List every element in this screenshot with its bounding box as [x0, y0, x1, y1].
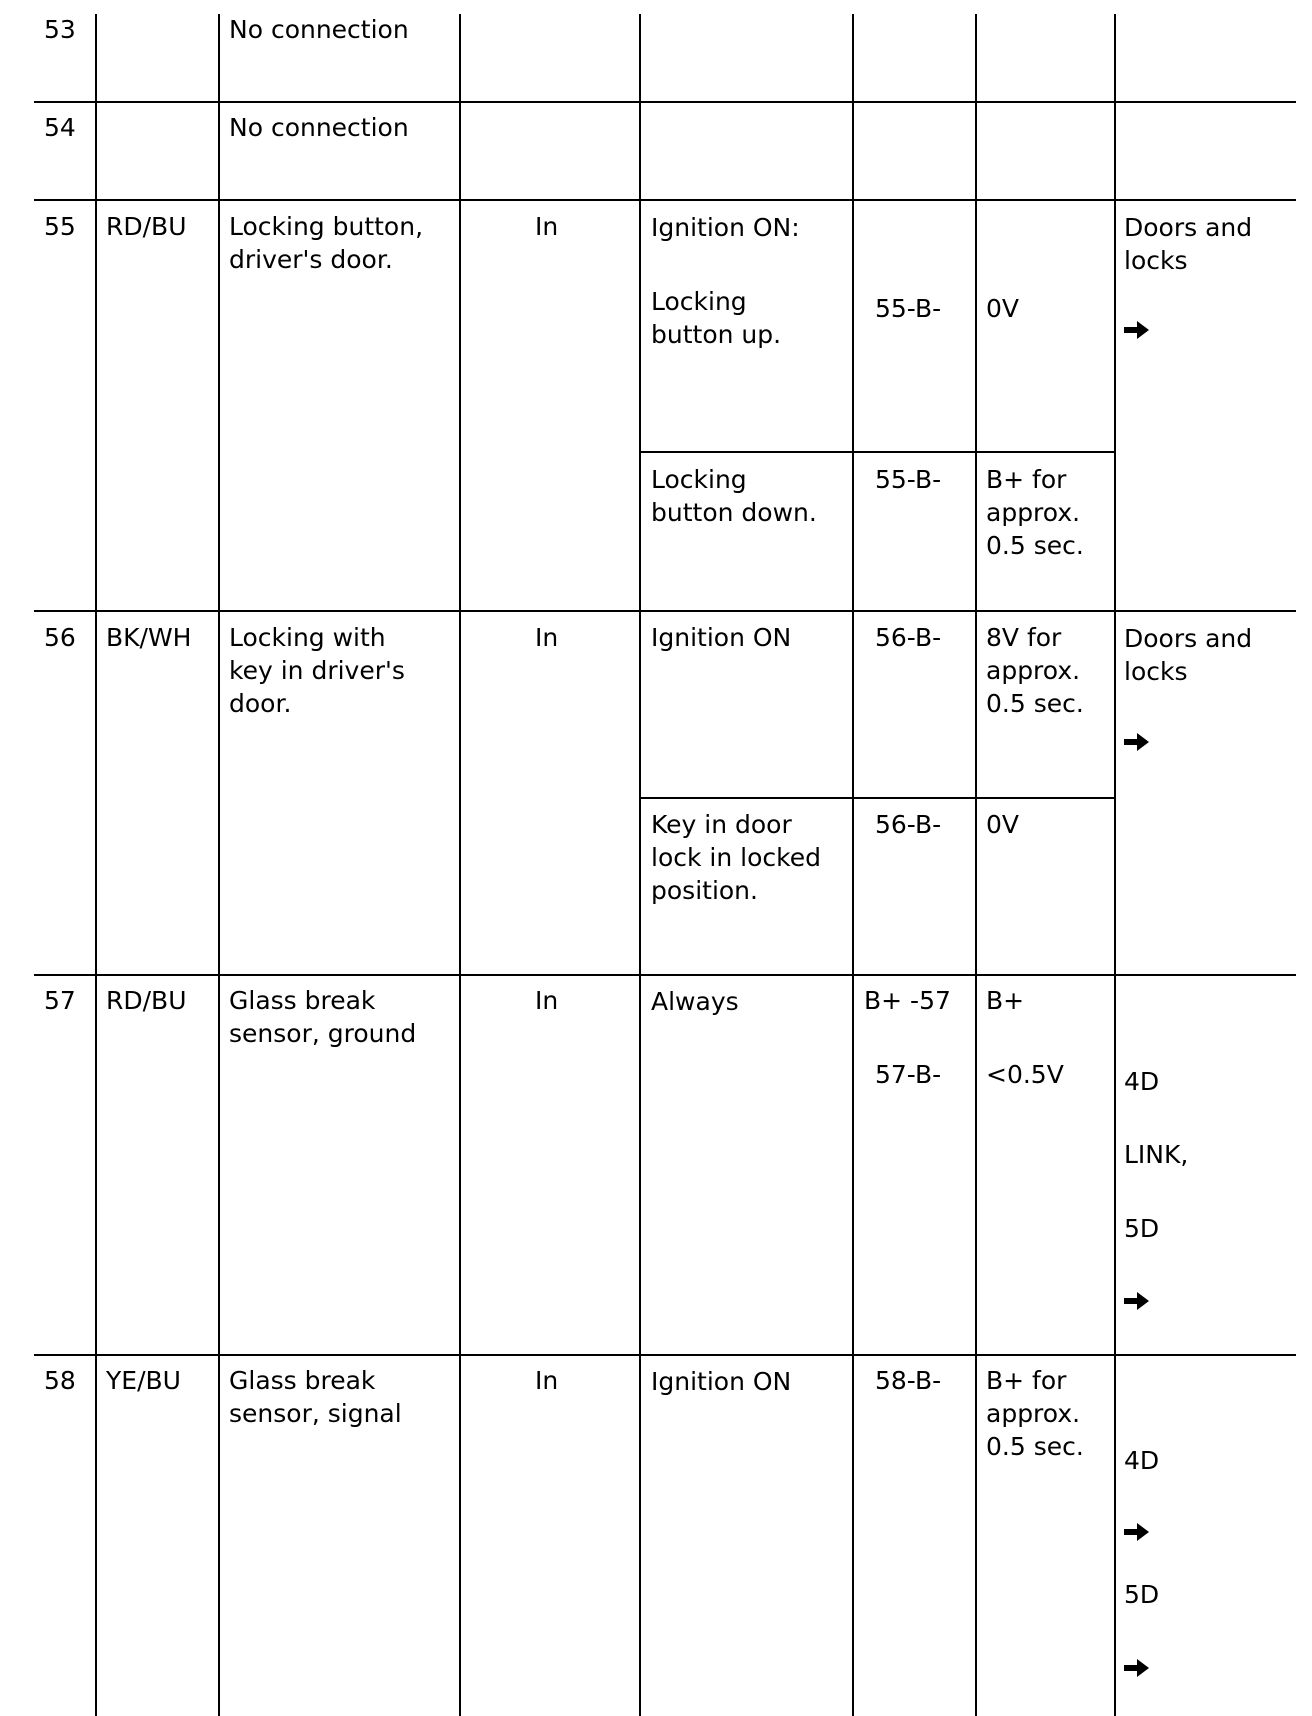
measure-point: 55-B- — [875, 294, 942, 323]
pin-number: 56 — [44, 623, 76, 652]
measured-value: B+ — [986, 986, 1025, 1015]
wire-color: RD/BU — [106, 212, 187, 241]
reference-link[interactable]: Doors and locks — [1124, 213, 1253, 275]
measure-point: 57-B- — [875, 1060, 942, 1089]
pin-description: Glass break sensor, signal — [229, 1366, 402, 1428]
condition-header: Ignition ON: — [651, 213, 800, 242]
pin-number: 57 — [44, 986, 76, 1015]
arrow-right-icon[interactable] — [1124, 727, 1150, 760]
measured-value: <0.5V — [986, 1060, 1064, 1089]
arrow-right-icon[interactable] — [1124, 1286, 1150, 1319]
column-rule — [95, 14, 97, 1716]
signal-direction: In — [535, 623, 559, 652]
row-rule — [34, 1354, 1296, 1356]
pin-description: Locking button, driver's door. — [229, 212, 424, 274]
reference-link[interactable]: Doors and locks — [1124, 624, 1253, 686]
pin-number: 53 — [44, 15, 76, 44]
pin-number: 54 — [44, 113, 76, 142]
arrow-right-icon[interactable] — [1124, 1517, 1150, 1550]
reference-link[interactable]: 4D — [1124, 1446, 1160, 1475]
test-condition: Locking button down. — [651, 465, 817, 527]
signal-direction: In — [535, 986, 559, 1015]
subrow-rule — [639, 797, 1115, 799]
measure-point: 55-B- — [875, 465, 942, 494]
arrow-right-icon[interactable] — [1124, 1653, 1150, 1686]
measure-point: B+ -57 — [864, 986, 951, 1015]
pin-description: Locking with key in driver's door. — [229, 623, 405, 718]
signal-direction: In — [535, 1366, 559, 1395]
test-condition: Key in door lock in locked position. — [651, 810, 821, 905]
test-condition: Always — [651, 987, 739, 1016]
test-condition: Locking button up. — [651, 287, 782, 349]
column-rule — [975, 14, 977, 1716]
wire-color: RD/BU — [106, 986, 187, 1015]
reference-link[interactable]: 4D — [1124, 1067, 1160, 1096]
pin-description: No connection — [229, 15, 409, 44]
row-rule — [34, 974, 1296, 976]
arrow-right-icon[interactable] — [1124, 315, 1150, 348]
pin-description: No connection — [229, 113, 409, 142]
pin-number: 58 — [44, 1366, 76, 1395]
column-rule — [852, 14, 854, 1716]
pin-number: 55 — [44, 212, 76, 241]
reference-link[interactable]: LINK, — [1124, 1140, 1189, 1169]
column-rule — [459, 14, 461, 1716]
reference-link[interactable]: 5D — [1124, 1580, 1160, 1609]
row-rule — [34, 199, 1296, 201]
reference-link[interactable]: 5D — [1124, 1214, 1160, 1243]
measure-point: 56-B- — [875, 810, 942, 839]
signal-direction: In — [535, 212, 559, 241]
test-condition: Ignition ON — [651, 1367, 792, 1396]
measure-point: 58-B- — [875, 1366, 942, 1395]
column-rule — [1114, 14, 1116, 1716]
column-rule — [639, 14, 641, 1716]
measured-value: 8V for approx. 0.5 sec. — [986, 623, 1084, 718]
test-condition: Ignition ON — [651, 623, 792, 652]
row-rule — [34, 101, 1296, 103]
subrow-rule — [639, 451, 1115, 453]
measure-point: 56-B- — [875, 623, 942, 652]
measured-value: B+ for approx. 0.5 sec. — [986, 465, 1084, 560]
wire-color: YE/BU — [106, 1366, 181, 1395]
wire-color: BK/WH — [106, 623, 192, 652]
measured-value: 0V — [986, 294, 1020, 323]
measured-value: B+ for approx. 0.5 sec. — [986, 1366, 1084, 1461]
row-rule — [34, 610, 1296, 612]
column-rule — [218, 14, 220, 1716]
measured-value: 0V — [986, 810, 1020, 839]
pin-description: Glass break sensor, ground — [229, 986, 417, 1048]
